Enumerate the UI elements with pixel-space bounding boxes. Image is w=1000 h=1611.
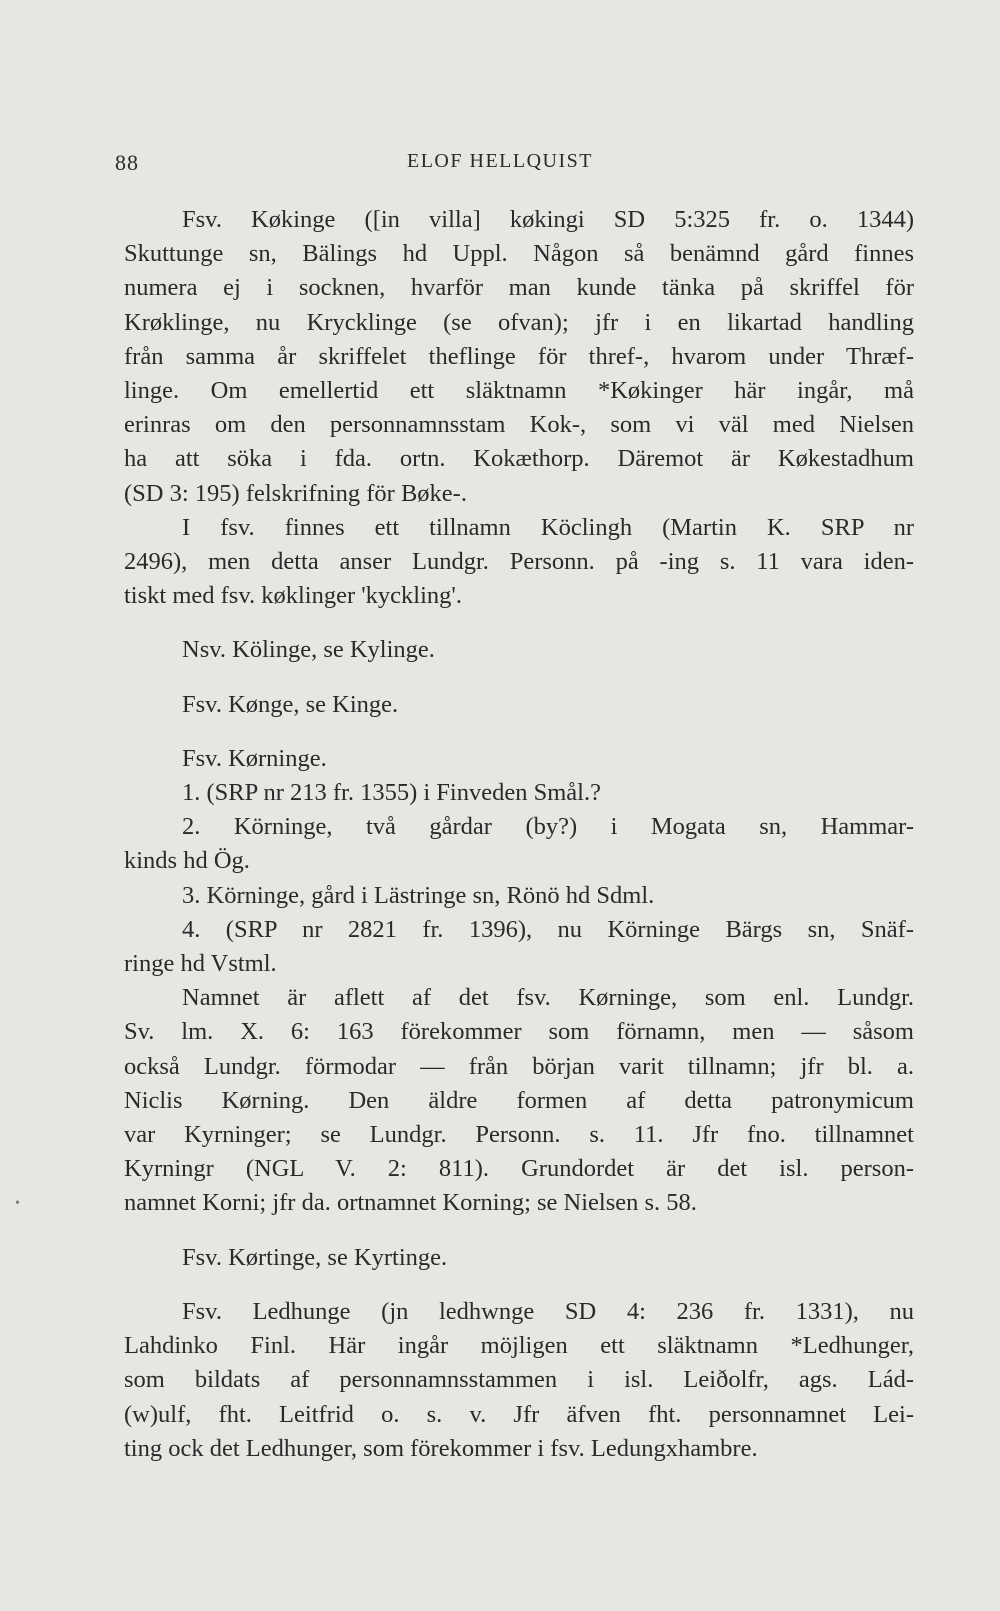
entry-kokinge	[124, 203, 914, 613]
text-line: Fsv. Køkinge ([in villa] køkingi SD 5:325 fr. o. 1344)	[182, 206, 914, 233]
list-item: 3. Körninge, gård i Lästringe sn, Rönö hd Sdml.	[182, 881, 655, 909]
entry-konge	[124, 688, 914, 722]
text-line: Namnet är aflett af det fsv. Kørninge, som enl. Lundgr.	[182, 984, 914, 1012]
text-line: ha att söka i fda. ortn. Kokæthorp. Däremot är Køkestadhum	[124, 445, 914, 473]
list-item: ringe hd Vstml.	[124, 950, 277, 978]
text-line: numera ej i socknen, hvarför man kunde tänka på skriffel för	[124, 274, 914, 302]
text-line: (SD 3: 195) felskrifning för Bøke-.	[124, 479, 467, 507]
text-line: I fsv. finnes ett tillnamn Köclingh (Martin K. SRP nr	[182, 513, 914, 541]
page-number: 88	[115, 150, 139, 175]
text-line: Lahdinko Finl. Här ingår möjligen ett släktnamn *Ledhunger,	[124, 1332, 914, 1360]
text-line: (w)ulf, fht. Leitfrid o. s. v. Jfr äfven fht. personnamnet Lei-	[124, 1400, 914, 1428]
margin-mark: •	[15, 1196, 20, 1211]
text-line: som bildats af personnamnsstammen i isl. Leiðolfr, ags. Lád-	[124, 1366, 914, 1394]
list-item: 2. Körninge, två gårdar (by?) i Mogata sn, Hammar-	[182, 813, 914, 841]
running-head: ELOF HELLQUIST	[407, 150, 593, 172]
page-body	[124, 203, 914, 1466]
text-line: Kyrningr (NGL V. 2: 811). Grundordet är det isl. person-	[124, 1155, 914, 1183]
list-item: kinds hd Ög.	[124, 847, 250, 875]
text-line: var Kyrninger; se Lundgr. Personn. s. 11. Jfr fno. tillnamnet	[124, 1121, 914, 1149]
text-line: linge. Om emellertid ett släktnamn *Køkinger här ingår, må	[124, 377, 914, 405]
text-line: Fsv. Kørtinge, se Kyrtinge.	[182, 1243, 448, 1271]
entry-kolinge	[124, 633, 914, 667]
page-header	[0, 150, 1000, 180]
entry-kortinge	[124, 1241, 914, 1275]
text-line: från samma år skriffelet theflinge för thref-, hvarom under Thræf-	[124, 342, 914, 370]
text-line: Niclis Kørning. Den äldre formen af detta patronymicum	[124, 1086, 914, 1114]
list-item: 4. (SRP nr 2821 fr. 1396), nu Körninge Bärgs sn, Snäf-	[182, 915, 914, 943]
text-line: Krøklinge, nu Krycklinge (se ofvan); jfr i en likartad handling	[124, 308, 914, 336]
text-line: Fsv. Ledhunge (jn ledhwnge SD 4: 236 fr. 1331), nu	[182, 1297, 914, 1325]
text-line: erinras om den personnamnsstam Kok-, som vi väl med Nielsen	[124, 411, 914, 439]
list-item: 1. (SRP nr 213 fr. 1355) i Finveden Smål.?	[182, 779, 601, 807]
text-line: Nsv. Kölinge, se Kylinge.	[182, 636, 435, 664]
text-line: också Lundgr. förmodar — från början varit tillnamn; jfr bl. a.	[124, 1052, 914, 1080]
text-line: 2496), men detta anser Lundgr. Personn. på -ing s. 11 vara iden-	[124, 548, 914, 576]
entry-head: Fsv. Kørninge.	[182, 744, 327, 772]
text-line: namnet Korni; jfr da. ortnamnet Korning; se Nielsen s. 58.	[124, 1189, 697, 1217]
text-line: Fsv. Kønge, se Kinge.	[182, 690, 399, 718]
text-line: Skuttunge sn, Bälings hd Uppl. Någon så benämnd gård finnes	[124, 240, 914, 268]
text-line: tiskt med fsv. køklinger 'kyckling'.	[124, 582, 462, 610]
text-line: ting ock det Ledhunger, som förekommer i fsv. Ledungxhambre.	[124, 1434, 758, 1462]
entry-korninge	[124, 742, 914, 1221]
text-line: Sv. lm. X. 6: 163 förekommer som förnamn, men — såsom	[124, 1018, 914, 1046]
entry-ledhunge	[124, 1295, 914, 1466]
